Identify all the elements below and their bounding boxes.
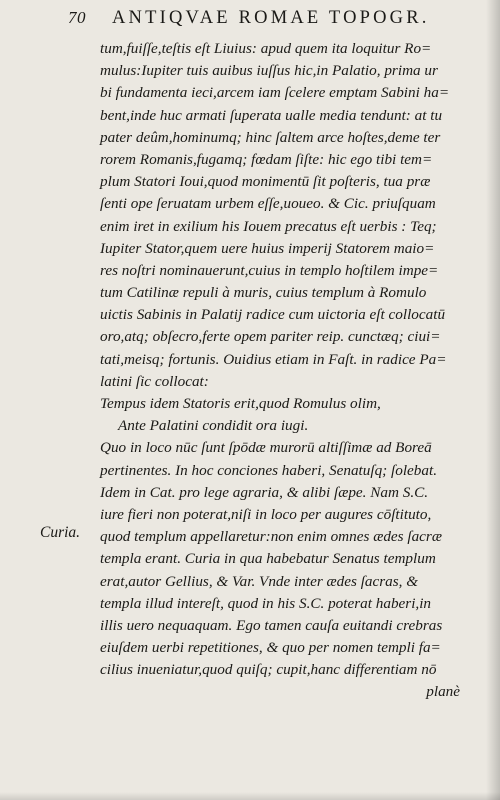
text-line: illis uero nequaquam. Ego tamen cauſa euitandi crebras <box>100 616 443 634</box>
text-line: erat,autor Gellius, & Var. Vnde inter ædes ſacras, & <box>100 572 419 590</box>
text-line: bi fundamenta ieci,arcem iam ſcelere emptam Sabini ha= <box>100 84 450 102</box>
text-line: enim iret in exilium his Iouem precatus eſt uerbis : Teq; <box>100 217 437 235</box>
text-line: pertinentes. In hoc conciones haberi, Senatuſq; ſolebat. <box>100 461 438 479</box>
text-line: quod templum appellaretur:non enim omnes ædes ſacræ <box>100 528 442 546</box>
verse-line: Tempus idem Statoris erit,quod Romulus olim, <box>100 395 381 412</box>
text-line: mulus:Iupiter tuis auibus iuſſus hic,in Palatio, prima ur <box>100 62 438 80</box>
text-line: rorem Romanis,fugamq; fœdam ſiſte: hic ego tibi tem= <box>100 150 433 168</box>
text-line: templa erant. Curia in qua habebatur Senatus templum <box>100 550 436 568</box>
text-line: Quo in loco nūc ſunt ſpōdæ murorū altiſſimæ ad Boreā <box>100 439 432 457</box>
text-line: Iupiter Stator,quem uere huius imperij Statorem maio= <box>100 239 435 257</box>
text-line: latini ſic collocat: <box>100 372 209 390</box>
verse-line: Ante Palatini condidit ora iugi. <box>118 417 309 435</box>
text-line: bent,inde huc armati ſuperata ualle media tendunt: at tu <box>100 106 443 124</box>
text-line: Idem in Cat. pro lege agraria, & alibi ſæpe. Nam S.C. <box>100 483 429 501</box>
text-line: cilius inueniatur,quod quiſq; cupit,hanc differentiam nō <box>100 661 437 679</box>
page-number: 70 <box>68 8 86 27</box>
text-line: iure fieri non poterat,niſi in loco per augures cōſtituto, <box>100 505 432 523</box>
page-bottom-shadow <box>0 792 500 800</box>
catchword: planè <box>426 683 460 701</box>
text-line: tum,fuiſſe,teſtis eſt Liuius: apud quem ita loquitur Ro= <box>100 40 432 57</box>
body-text <box>100 38 460 704</box>
text-line: templa illud intereſt, quod in his S.C. poterat haberi,in <box>100 594 432 612</box>
text-line: pater deûm,hominumq; hinc ſaltem arce hoſtes,deme ter <box>100 128 441 146</box>
text-line: eiuſdem uerbi repetitiones, & quo per nomen templi fa= <box>100 639 441 657</box>
text-line: oro,atq; obſecro,ferte opem pariter reip. cunctæq; ciui= <box>100 328 441 346</box>
text-line: uictis Sabinis in Palatij radice cum uictoria eſt collocatū <box>100 306 446 324</box>
text-line: tum Catilinæ repuli à muris, cuius templum à Romulo <box>100 284 427 302</box>
margin-note-curia: Curia. <box>40 524 81 541</box>
text-line: ſenti ope ſeruatam urbem eſſe,uoueo. & Cic. priuſquam <box>100 195 436 213</box>
page-edge-shadow <box>486 0 500 800</box>
text-line: tati,meisq; fortunis. Ouidius etiam in Faſt. in radice Pa= <box>100 350 447 368</box>
text-line: plum Statori Ioui,quod monimentū ſit poſteris, tua præ <box>100 173 431 191</box>
running-head: ANTIQVAE ROMAE TOPOGR. <box>112 8 430 28</box>
text-line: res noſtri nominauerunt,cuius in templo hoſtilem impe= <box>100 261 439 279</box>
